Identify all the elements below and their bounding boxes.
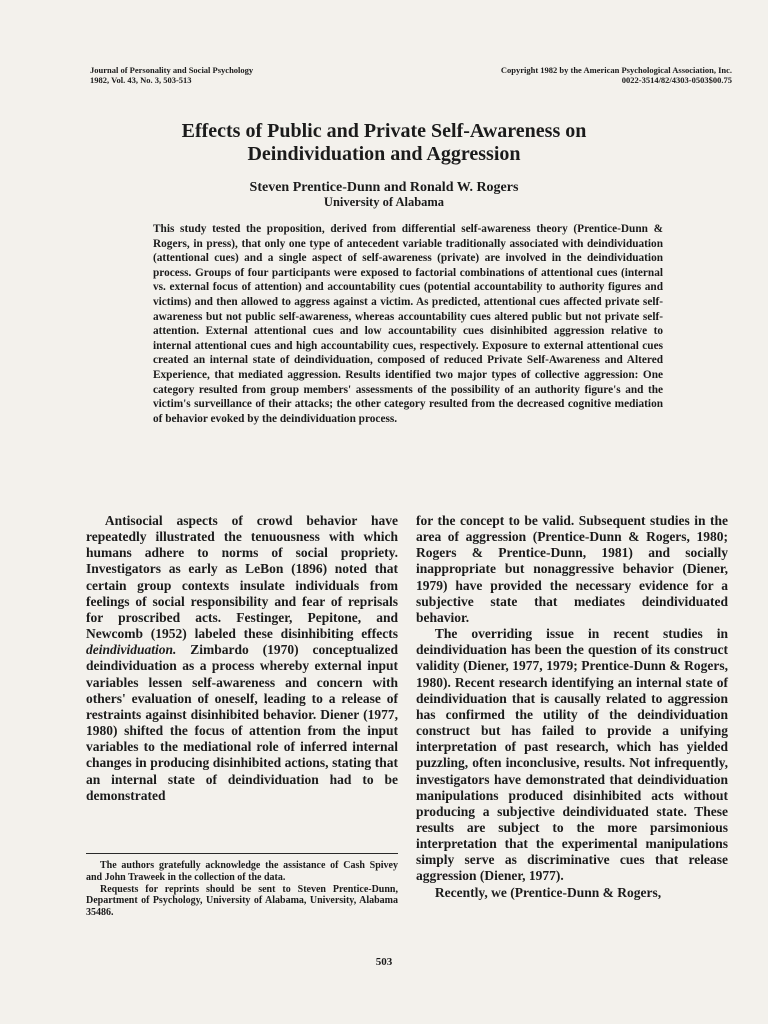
page-number: 503	[375, 956, 393, 968]
footnote-reprints: Requests for reprints should be sent to Steven Prentice-Dunn, Department of Psychology, University of Alabama, University, Alabama 35486.	[86, 883, 398, 919]
issn-line: 0022-3514/82/4303-0503$00.75	[621, 74, 732, 85]
paper-title	[0, 120, 768, 166]
body-right-column	[416, 513, 728, 901]
copyright-notice	[501, 66, 732, 85]
intro-paragraph-3: Recently, we (Prentice-Dunn & Rogers,	[434, 884, 662, 900]
intro-text-part-2: Zimbardo (1970) conceptualized deindividuation as a process whereby external input variables lessen self-awareness and concern with others' evaluation of oneself, leading to a release of restraints against disinhibited behavior. Diener (1977, 1980) shifted the focus of attention from the input variables to the mediational role of inferred internal changes in producing disinhibited actions, stating that an internal state of deindividuation had to be demonstrated	[86, 642, 398, 803]
footnote-divider	[86, 853, 398, 854]
journal-volume: 1982, Vol. 43, No. 3, 503-513	[90, 74, 192, 85]
intro-paragraph-1	[86, 513, 398, 804]
intro-text-part-1: Antisocial aspects of crowd behavior have repeatedly illustrated the tenuousness with which humans adhere to norms of social propriety. Investigators as early as LeBon (1896) noted that certain group contexts insulate individuals from feelings of social responsibility and fear of reprisals for proscribed acts. Festinger, Pepitone, and Newcomb (1952) labeled these disinhibiting effects	[86, 513, 398, 642]
title-line-2: Deindividuation and Aggression	[247, 143, 521, 165]
authors: Steven Prentice-Dunn and Ronald W. Rogers	[249, 180, 519, 195]
body-left-column	[86, 513, 398, 804]
journal-citation	[90, 66, 253, 85]
abstract: This study tested the proposition, derived from differential self-awareness theory (Prentice-Dunn & Rogers, in press), that only one type of antecedent variable traditionally associated with deindividuation (attentional cues) and a single aspect of self-awareness (private) are involved in the deindividuation process. Groups of four participants were exposed to factorial combinations of attentional cues (internal vs. external focus of attention) and accountability cues (potential accountability to authority figures and victims) and then allowed to aggress against a victim. As predicted, attentional cues affected private self-awareness but not public self-awareness, whereas accountability cues altered public but not private self-attention. External attentional cues and low accountability cues disinhibited aggression relative to internal attentional cues and high accountability cues, respectively. Exposure to external attentional cues created an internal state of deindividuation, composed of reduced Private Self-Awareness and Altered Experience, that mediated aggression. Results identified two major types of collective aggression: One category resulted from group members' assessments of the possibility of an authority figure's and the victim's surveillance of their attacks; the other category resulted from the decreased cognitive mediation of behavior evoked by the deindividuation process.	[153, 223, 663, 425]
footnote-acknowledgment: The authors gratefully acknowledge the assistance of Cash Spivey and John Traweek in the collection of the data.	[86, 860, 398, 883]
intro-paragraph-1-continued: for the concept to be valid. Subsequent studies in the area of aggression (Prentice-Dunn & Rogers, 1980; Rogers & Prentice-Dunn, 1981) and socially inappropriate but nonaggressive behavior (Diener, 1979) have provided the necessary evidence for a subjective state that mediates deindividuated behavior.	[416, 513, 728, 625]
copyright-line: Copyright 1982 by the American Psychological Association, Inc.	[500, 65, 732, 75]
title-line-1: Effects of Public and Private Self-Awareness on	[181, 120, 587, 142]
key-term: deindividuation.	[86, 642, 177, 658]
footnotes	[86, 860, 398, 919]
affiliation: University of Alabama	[323, 195, 445, 209]
intro-paragraph-2: The overriding issue in recent studies in deindividuation has been the question of its construct validity (Diener, 1977, 1979; Prentice-Dunn & Rogers, 1980). Recent research identifying an internal state of deindividuation that is causally related to aggression has confirmed the utility of the deindividuation construct but has failed to provide a unifying interpretation of past research, which has yielded puzzling, often inconclusive, results. Not infrequently, investigators have demonstrated that deindividuation manipulations produced disinhibited acts without producing a subjective deindividuated state. These results are subject to the more parsimonious interpretation that the experimental manipulations simply serve as discriminative cues that release aggression (Diener, 1977).	[416, 626, 728, 884]
journal-name: Journal of Personality and Social Psychology	[90, 65, 254, 75]
